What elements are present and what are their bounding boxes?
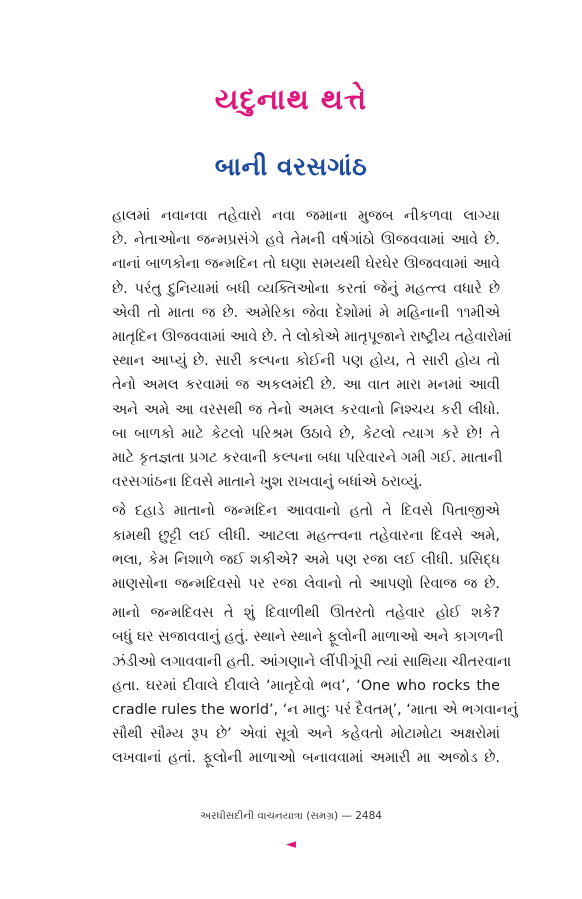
text-line: માતૃદિન ઊજવવામાં આવે છે. તે લોકોએ માતૃપૂજાને રાષ્ટ્રીય તહેવારોમાં — [112, 329, 512, 346]
body-text — [80, 204, 518, 776]
text-line: cradle rules the world’, ‘ન માતુઃ પરં દૈવતમ્’, ‘માતા એ ભગવાનનું — [112, 702, 518, 719]
text-line: કામથી છુટ્ટી લઈ લીધી. આટલા મહત્ત્વના તહેવારના દિવસે અમે, — [112, 527, 500, 544]
text-line: માણસોના જન્મદિવસો પર રજા લેવાનો તો આપણો રિવાજ જ છે. — [112, 576, 500, 593]
previous-page-arrow-icon[interactable]: ◄ — [286, 837, 296, 852]
text-line: જે દહાડે માતાનો જન્મદિન આવવાનો હતો તે દિવસે પિતાજીએ — [112, 503, 500, 520]
text-line: માનો જન્મદિવસ તે શું દિવાળીથી ઊતરતો તહેવાર હોઈ શકે? — [112, 605, 500, 622]
text-line: ઝંડીઓ લગાવવાની હતી. આંગણાને લીંપીગૂંપી ત્યાં સાથિયા ચીતરવાના — [112, 653, 512, 670]
author-name: યદુનાથ થત્તે — [214, 82, 368, 116]
text-line: સૌથી સૌમ્ય રૂપ છે’ એવાં સૂત્રો અને કહેવતો મોટામોટા અક્ષરોમાં — [112, 726, 500, 743]
paragraph-2 — [80, 499, 500, 596]
text-line: હતા. ઘરમાં દીવાલે દીવાલે ‘માતૃદેવો ભવ’, ‘One who rocks the — [112, 677, 500, 694]
paragraph-1 — [80, 204, 512, 494]
text-line: છે. પરંતુ દુનિયામાં બધી વ્યક્તિઓના કરતાં જેનું મહત્ત્વ વધારે છે — [112, 280, 500, 297]
text-line: છે. નેતાઓના જન્મપ્રસંગે હવે તેમની વર્ષગાંઠો ઊજવવામાં આવે છે. — [112, 232, 500, 249]
text-line: એવી તો માતા જ છે. અમેરિકા જેવા દેશોમાં મે મહિનાની ૧૧મીએ — [112, 304, 500, 321]
text-line: લખવાનાં હતાં. ફૂલોની માળાઓ બનાવવામાં અમારી મા અજોડ છે. — [112, 750, 500, 767]
text-line: નાનાં બાળકોના જન્મદિન તો ઘણા સમયથી ઘેરઘેર ઊજવવામાં આવે — [112, 256, 500, 273]
text-line: અને અમે આ વરસથી જ તેનો અમલ કરવાનો નિશ્ચય કરી લીધો. — [112, 401, 500, 418]
text-line: વરસગાંઠના દિવસે માતાને ખુશ રાખવાનું બધાંએ ઠરાવ્યું. — [112, 474, 423, 491]
chapter-title: બાની વરસગાંઠ — [214, 152, 368, 181]
text-line: સ્થાન આપ્યું છે. સારી કલ્પના કોઈની પણ હોય, તે સારી હોય તો — [112, 353, 500, 370]
text-line: માટે કૃતજ્ઞતા પ્રગટ કરવાની કલ્પના બધા પરિવારને ગમી ગઈ. માતાની — [112, 450, 503, 467]
page-footer: અરધીસદીની વાચનયાત્રા (સમગ્ર) — 2484 — [200, 810, 382, 822]
text-line: ભલા, કેમ નિશાળે જઈ શકીએ? અમે પણ રજા લઈ લીધી. પ્રસિદ્ધ — [112, 551, 500, 568]
paragraph-3 — [80, 601, 518, 770]
text-line: બા બાળકો માટે કેટલો પરિશ્રમ ઉઠાવે છે, કેટલો ત્યાગ કરે છે! તે — [112, 425, 500, 442]
text-line: બધું ઘર સજાવવાનું હતું. સ્થાને સ્થાને ફૂલોની માળાઓ અને કાગળની — [112, 629, 504, 646]
text-line: તેનો અમલ કરવામાં જ અકલમંદી છે. આ વાત મારા મનમાં આવી — [112, 377, 500, 394]
text-line: હાલમાં નવાનવા તહેવારો નવા જમાના મુજબ નીકળવા લાગ્યા — [112, 208, 500, 224]
